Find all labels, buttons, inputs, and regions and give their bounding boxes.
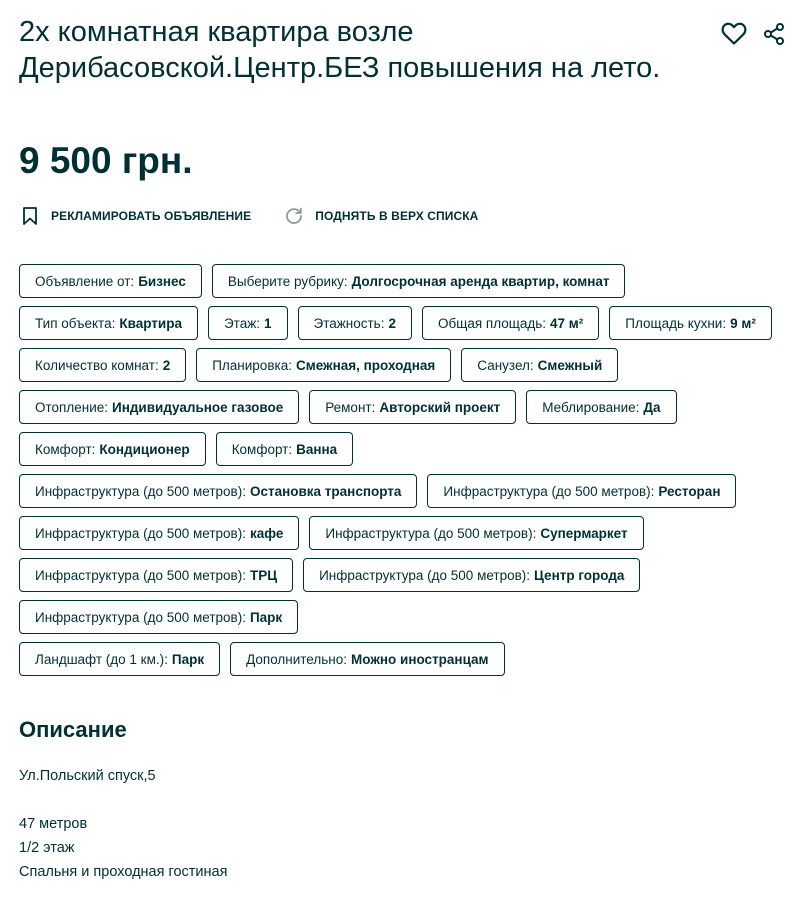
parameter-label: Общая площадь: [437,315,547,331]
parameter-tag [19,306,198,340]
parameter-label: Комфорт: [231,441,293,457]
parameter-value: Парк [171,651,205,667]
parameter-value: Долгосрочная аренда квартир, комнат [351,273,610,289]
heart-icon [721,22,747,46]
parameter-label: Инфраструктура (до 500 метров): [35,483,246,499]
parameter-value: 2 [388,315,396,331]
parameter-value: Смежная, проходная [295,357,436,373]
parameter-value: Кондиционер [99,441,190,457]
parameter-tag [309,390,516,424]
parameter-value: Можно иностранцам [351,651,489,667]
parameter-label: Ландшафт (до 1 км.): [35,651,168,667]
parameter-row [19,642,789,676]
parameter-row [19,600,789,634]
parameter-tag [19,348,186,382]
parameter-tag [19,642,220,676]
parameter-tag [19,516,299,550]
listing-parameters [19,264,789,684]
parameter-value: 1 [263,315,272,331]
parameter-tag [427,474,736,508]
parameter-label: Площадь кухни: [625,315,727,331]
favorite-button[interactable] [720,20,748,48]
parameter-tag [230,642,504,676]
parameter-tag [196,348,451,382]
parameter-label: Этаж: [223,315,260,331]
parameter-tag [19,390,299,424]
parameter-label: Тип объекта: [35,315,116,331]
parameter-value: Индивидуальное газовое [112,399,284,415]
parameter-row [19,348,789,382]
parameter-value: 2 [162,357,171,373]
parameter-tag [19,600,298,634]
parameter-tag [212,264,626,298]
listing-actions [19,205,478,227]
parameter-value: Парк [249,609,283,625]
parameter-value: Остановка транспорта [249,483,402,499]
parameter-value: ТРЦ [249,567,278,583]
parameter-label: Количество комнат: [35,357,159,373]
parameter-label: Инфраструктура (до 500 метров): [443,483,655,499]
parameter-value: Центр города [534,567,625,583]
parameter-tag [19,474,417,508]
parameter-tag [303,558,640,592]
parameter-value: Да [643,399,661,415]
parameter-value: 47 м² [550,315,584,331]
parameter-tag [309,516,643,550]
parameter-row [19,306,789,340]
share-button[interactable] [760,20,788,48]
parameter-tag [526,390,676,424]
parameter-value: Бизнес [138,273,186,289]
parameter-tag [298,306,412,340]
description-line [19,788,779,812]
description-text [19,764,779,884]
parameter-tag [19,558,293,592]
raise-listing-label: ПОДНЯТЬ В ВЕРХ СПИСКА [315,209,479,223]
parameter-tag [216,432,354,466]
parameter-tag [19,432,206,466]
parameter-label: Меблирование: [542,399,640,415]
parameter-value: Супермаркет [540,525,628,541]
parameter-label: Отопление: [35,399,108,415]
parameter-label: Санузел: [477,357,534,373]
parameter-label: Комфорт: [35,441,96,457]
parameter-row [19,474,789,508]
listing-title: 2х комнатная квартира возле Дерибасовской.Центр.БЕЗ повышения на лето. [19,16,661,84]
parameter-tag [422,306,599,340]
share-icon [762,22,786,46]
description-line: 1/2 этаж [19,840,75,856]
parameter-label: Ремонт: [325,399,376,415]
parameter-value: кафе [249,525,284,541]
parameter-label: Инфраструктура (до 500 метров): [319,567,531,583]
promote-listing-label: РЕКЛАМИРОВАТЬ ОБЪЯВЛЕНИЕ [51,209,252,223]
parameter-value: Ванна [296,441,338,457]
parameter-row [19,558,789,592]
parameter-label: Планировка: [212,357,292,373]
parameter-value: 9 м² [730,315,756,331]
parameter-row [19,432,789,466]
description-line: Спальня и проходная гостиная [19,864,228,880]
parameter-value: Авторский проект [379,399,501,415]
parameter-value: Смежный [537,357,603,373]
parameter-row [19,264,789,298]
parameter-label: Объявление от: [35,273,135,289]
parameter-label: Инфраструктура (до 500 метров): [325,525,537,541]
parameter-tag [208,306,288,340]
parameter-label: Инфраструктура (до 500 метров): [35,567,246,583]
parameter-tag [609,306,772,340]
parameter-label: Дополнительно: [246,651,347,667]
parameter-label: Инфраструктура (до 500 метров): [35,609,246,625]
parameter-row [19,516,789,550]
parameter-tag [19,264,202,298]
description-line: Ул.Польский спуск,5 [19,768,156,784]
parameter-value: Ресторан [658,483,721,499]
description-line: 47 метров [19,816,88,832]
parameter-value: Квартира [119,315,182,331]
parameter-label: Инфраструктура (до 500 метров): [35,525,246,541]
parameter-label: Этажность: [313,315,385,331]
parameter-tag [461,348,618,382]
listing-price: 9 500 грн. [19,140,193,181]
promote-listing-button[interactable] [19,205,251,227]
refresh-icon [283,205,305,227]
description-heading: Описание [19,717,127,742]
raise-listing-button[interactable] [283,205,478,227]
bookmark-icon [19,205,41,227]
parameter-label: Выберите рубрику: [227,273,348,289]
parameter-row [19,390,789,424]
